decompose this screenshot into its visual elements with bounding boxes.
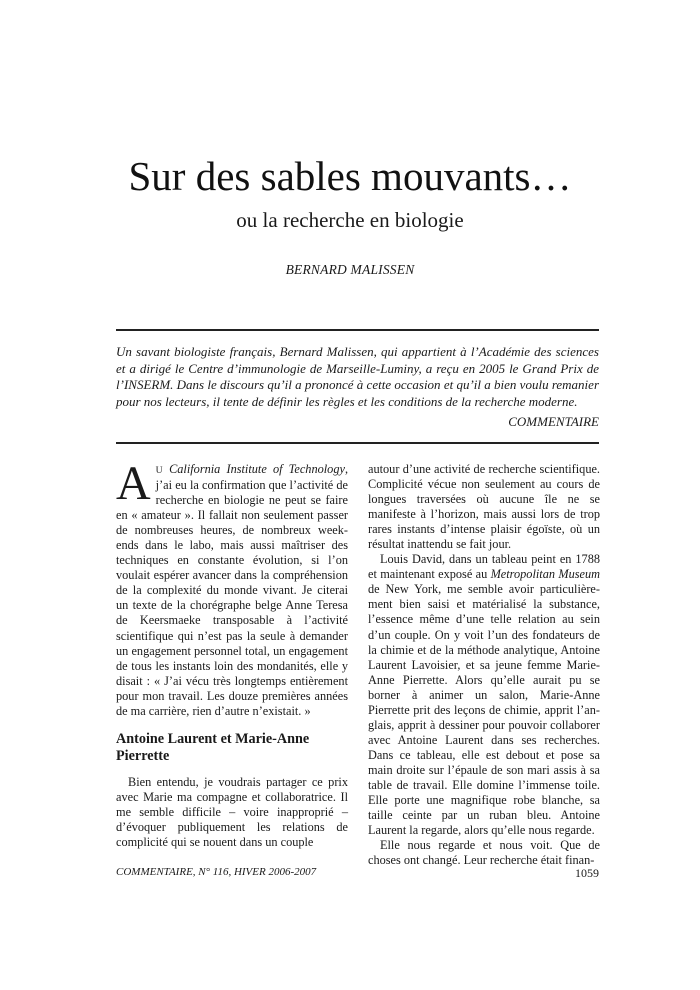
article-subtitle: ou la recherche en biologie xyxy=(236,208,464,232)
intro-paragraph xyxy=(116,457,349,719)
intro-smallcap: U xyxy=(155,465,163,476)
museum-name: Metropolitan Museum xyxy=(490,567,600,582)
dropcap-letter: A xyxy=(116,457,151,510)
abstract-signature: COMMENTAIRE xyxy=(508,414,599,429)
left-column xyxy=(116,457,349,850)
author-name: BERNARD MALISSEN xyxy=(285,262,415,277)
institution-name: California Institute of Technology xyxy=(169,462,345,476)
paragraph-2-continued: autour d’une activité de recherche scientifique. Complicité vécue non seulement au cours de longues traversées où aucune île ne se manifeste à l’horizon, mais aussi lors de trop rares instants d’intense plaisir égoïste, où un résultat inattendu se fait jour. xyxy=(368,462,600,552)
right-column xyxy=(368,462,600,868)
article-title: Sur des sables mouvants… xyxy=(128,153,572,199)
abstract-text: Un savant biologiste français, Bernard Malissen, qui appartient à l’Académie des sciences et a dirigé le Centre d’immunologie de Marseille-Luminy, a reçu en 2005 le Grand Prix de l’INSERM. Dans le discours qu’il a prononcé à cette occasion et qu’il a bien voulu remanier pour nos lecteurs, il tente de définir les règles et les conditions de la recherche moderne. xyxy=(116,344,599,410)
paragraph-2-start: Bien entendu, je voudrais partager ce prix avec Marie ma compagne et collaboratrice. Il me semble difficile – voire inapproprié – d’évoquer publiquement les relations de complicité qui se nouent dans un couple xyxy=(116,774,348,849)
paragraph-3-rest: de New York, me semble avoir particulièrement bien saisi et matérialisé la substance, l’essence même d’une telle relation au sein d’un couple. On y voit l’un des fondateurs de la chimie et de la méthode analytique, Antoine Laurent Lavoisier, et sa jeune femme Marie-Anne Pierrette. Alors qu’elle aurait pu se borner à animer un salon, Marie-Anne Pierrette prit des leçons de chimie, apprit l’anglais, apprit à dessiner pour pouvoir collaborer avec Antoine Laurent dans ses recherches. Dans ce tableau, elle est debout et pose sa main droite sur l’épaule de son mari assis à sa table de travail. Elle domine l’immense toile. Elle porte une magnifique robe blanche, sa taille ceinte par un ruban bleu. Antoine Laurent la regarde, alors qu’elle nous regarde. xyxy=(368,582,600,838)
section-heading: Antoine Laurent et Marie-Anne Pierrette xyxy=(116,730,310,764)
intro-text: , j’ai eu la confirmation que l’activité de recherche en biologie ne peut se faire en « amateur ». Il fallait non seulement passer de nombreuses heures, de nombreux week-ends dans le labo, mais aussi maîtriser des techniques en constante évolution, si l’on voulait espérer avancer dans la compréhension de la complexité du monde vivant. Je citerai un texte de la chorégraphe belge Anne Teresa de Keersmaeke transposable à l’activité scientifique qui n’est pas la seule à demander un engagement personnel total, un engagement de tous les instants loin des mondanités, elle y disait : « J’ai vécu très longtemps entièrement pour mon travail. Les douze premières années de ma carrière, rien d’autre n’existait. » xyxy=(116,462,349,718)
abstract-bottom-rule xyxy=(116,442,599,444)
abstract-top-rule xyxy=(116,329,599,331)
paragraph-3 xyxy=(368,552,600,838)
footer-journal: COMMENTAIRE, N° 116, HIVER 2006-2007 xyxy=(116,866,317,878)
paragraph-4: Elle nous regarde et nous voit. Que de choses ont changé. Leur recherche était finan- xyxy=(368,838,600,868)
paragraph-3-start: Louis David, dans un tableau peint en 1788 et maintenant exposé au xyxy=(368,552,600,582)
page-number: 1059 xyxy=(575,866,599,880)
